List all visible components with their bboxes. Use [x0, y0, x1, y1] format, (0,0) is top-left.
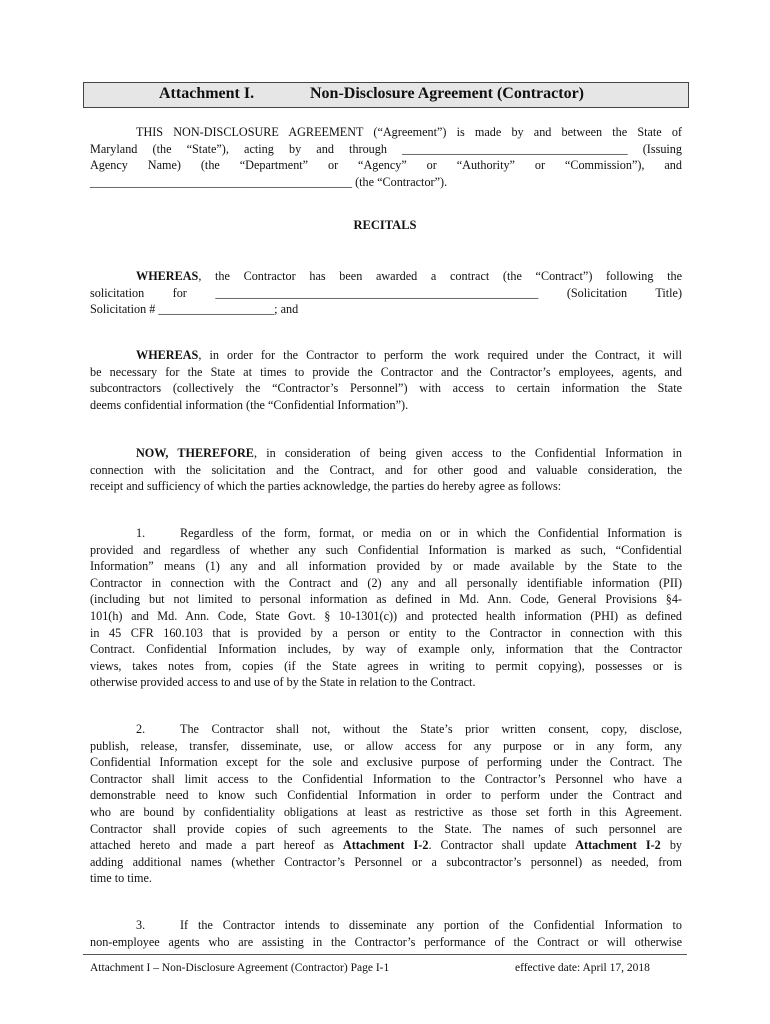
- text-line: Contractor shall limit access to the Confidential Information to the Contractor’s Personnel who have a: [90, 771, 682, 786]
- footer-effective-date: effective date: April 17, 2018: [515, 962, 650, 974]
- text-line: provided and regardless of whether any such Confidential Information is marked as such, “Confidential: [90, 542, 682, 557]
- attachment-label: Attachment I.: [159, 85, 255, 102]
- clause-number: 3.: [136, 918, 146, 932]
- footer-divider: [83, 954, 687, 955]
- whereas-paragraph-2: [90, 347, 682, 413]
- clause-number: 1.: [136, 526, 146, 540]
- text-line: (including but not limited to personal information as defined in Md. Ann. Code, General Provisions §4-: [90, 592, 682, 607]
- text-line: adding additional names (whether Contractor’s Personnel or a subcontractor’s personnel) as needed, from: [90, 854, 682, 869]
- text-line: solicitation for _____________________________________________________ (Solicitation Title): [90, 285, 682, 300]
- text-line: Contractor in connection with the Contract and (2) any and all personally identifiable information (PII): [90, 575, 682, 590]
- text-line: 1. Regardless of the form, format, or media on or in which the Confidential Information is: [90, 525, 682, 542]
- clause-3: [90, 917, 682, 950]
- text-line: deems confidential information (the “Confidential Information”).: [90, 397, 409, 412]
- clause-2: [90, 721, 682, 887]
- text-line: otherwise provided access to and use of by the State in relation to the Contract.: [90, 675, 476, 690]
- text-line: who are bound by confidentiality obligations at least as restrictive as those set forth in this Agreement.: [90, 804, 682, 819]
- text-line: WHEREAS, in order for the Contractor to perform the work required under the Contract, it will: [136, 348, 682, 362]
- text-line: NOW, THEREFORE, in consideration of being given access to the Confidential Information in: [136, 446, 682, 460]
- text-line: Solicitation # ___________________; and: [90, 302, 299, 317]
- text-line: Maryland (the “State”), acting by and through _____________________________________ (Issuing: [90, 141, 682, 156]
- text-line: WHEREAS, the Contractor has been awarded a contract (the “Contract”) following the: [136, 269, 682, 283]
- whereas-paragraph-1: [90, 268, 682, 318]
- clause-1: [90, 525, 682, 691]
- text-line: Contractor shall provide copies of such agreements to the State. The names of such personnel are: [90, 821, 682, 836]
- text-line: connection with the solicitation and the Contract, and for other good and valuable consideration, the: [90, 462, 682, 477]
- text-line: THIS NON-DISCLOSURE AGREEMENT (“Agreement”) is made by and between the State of: [136, 125, 682, 139]
- title-banner: [83, 82, 689, 108]
- text-line: 2. The Contractor shall not, without the State’s prior written consent, copy, disclose,: [90, 721, 682, 738]
- recitals-heading: RECITALS: [353, 218, 417, 232]
- text-line: demonstrable need to know such Confidential Information in order to perform under the Contract and: [90, 788, 682, 803]
- text-line: 101(h) and Md. Ann. Code, State Govt. § 10-1301(c)) and protected health information (PHI) as defined: [90, 608, 682, 623]
- text-line: Confidential Information except for the sole and exclusive purpose of performing under the Contract. The: [90, 755, 682, 770]
- footer-page-label: Attachment I – Non-Disclosure Agreement (Contractor) Page I-1: [90, 962, 390, 974]
- intro-paragraph: [90, 124, 682, 190]
- text-line: be necessary for the State at times to provide the Contractor and the Contractor’s employees, agents, and: [90, 364, 682, 379]
- text-line: 3. If the Contractor intends to disseminate any portion of the Confidential Information to: [90, 917, 682, 934]
- clause-number: 2.: [136, 722, 146, 736]
- text-line: receipt and sufficiency of which the parties acknowledge, the parties do hereby agree as follows:: [90, 479, 562, 494]
- text-line: Contract. Confidential Information includes, by way of example only, information that the Contractor: [90, 642, 682, 657]
- text-line: non-employee agents who are assisting in the Contractor’s performance of the Contract or will otherwise: [90, 934, 682, 949]
- text-line: time to time.: [90, 871, 152, 886]
- text-line: Agency Name) (the “Department” or “Agency” or “Authority” or “Commission”), and: [90, 158, 682, 173]
- now-therefore-paragraph: [90, 445, 682, 495]
- text-line: subcontractors (collectively the “Contractor’s Personnel”) with access to certain information the State: [90, 381, 682, 396]
- text-line: views, takes notes from, copies (if the State agrees in writing to permit copying), possesses or is: [90, 658, 682, 673]
- text-line: ___________________________________________ (the “Contractor”).: [90, 174, 448, 189]
- text-line: attached hereto and made a part hereof as Attachment I-2. Contractor shall update Attachment I-2 by: [90, 838, 682, 853]
- text-line: Information” means (1) any and all information provided by or made available by the State to the: [90, 559, 682, 574]
- text-line: publish, release, transfer, disseminate, use, or allow access for any purpose or in any form, any: [90, 738, 682, 753]
- document-title: Non-Disclosure Agreement (Contractor): [310, 85, 585, 102]
- text-line: in 45 CFR 160.103 that is provided by a person or entity to the Contractor in connection with this: [90, 625, 682, 640]
